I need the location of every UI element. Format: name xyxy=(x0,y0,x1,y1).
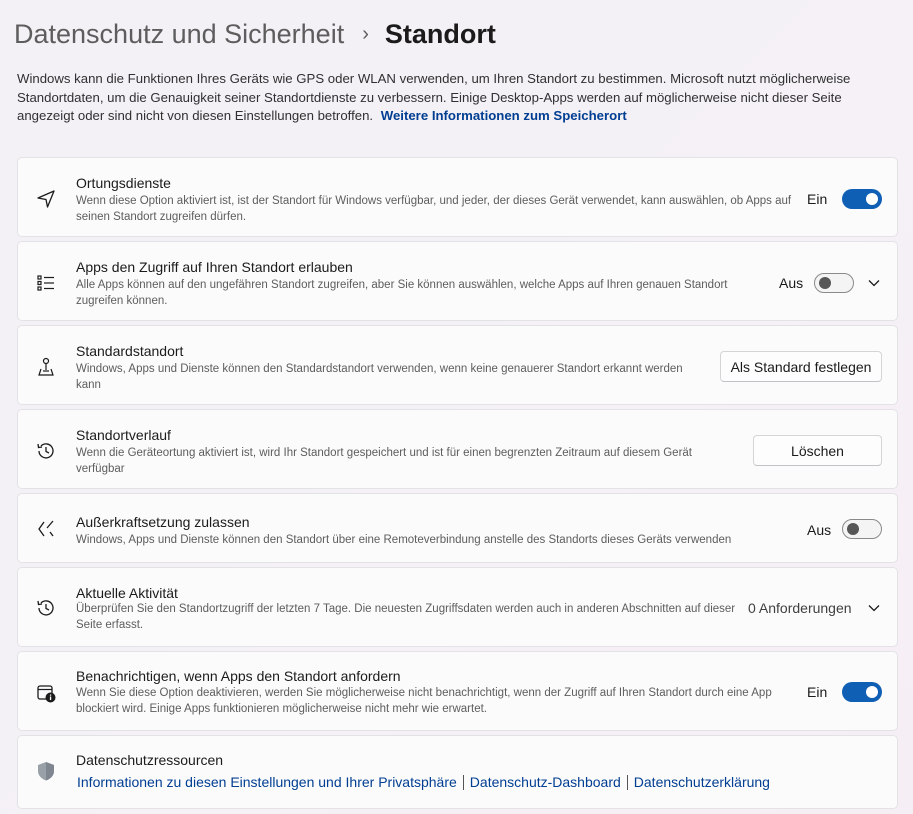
setting-title: Datenschutzressourcen xyxy=(76,752,224,768)
toggle-state-label: Ein xyxy=(807,684,828,700)
breadcrumb xyxy=(14,14,496,54)
toggle-knob xyxy=(866,193,878,205)
learn-more-link[interactable]: Weitere Informationen zum Speicherort xyxy=(380,108,627,123)
toggle-knob xyxy=(866,686,878,698)
privacy-resources-card xyxy=(17,735,898,809)
intro-text xyxy=(17,70,897,126)
setting-title: Standortverlauf xyxy=(76,427,171,443)
toggle-knob xyxy=(819,277,831,289)
chevron-down-icon[interactable] xyxy=(866,600,882,616)
link-divider xyxy=(463,775,464,790)
privacy-statement-link[interactable]: Datenschutzerklärung xyxy=(633,774,770,790)
setting-description: Wenn Sie diese Option deaktivieren, werden Sie möglicherweise nicht benachrichtigt, wenn der Zugriff auf Ihren Standort durch eine App blockiert wird. Einige Apps funktionieren möglicherweise nicht mehr wie erwartet. xyxy=(76,687,772,715)
shield-icon xyxy=(35,760,57,782)
setting-title: Aktuelle Aktivität xyxy=(76,585,178,601)
setting-description: Alle Apps können auf den ungefähren Standort zugreifen, aber Sie können auswählen, welche Apps auf Ihren genauen Standort zugreifen können. xyxy=(76,279,728,307)
privacy-links xyxy=(77,774,770,790)
setting-title: Ortungsdienste xyxy=(76,175,171,191)
location-history-card xyxy=(17,409,898,489)
notify-card xyxy=(17,651,898,731)
setting-title: Apps den Zugriff auf Ihren Standort erlauben xyxy=(76,259,353,275)
link-divider xyxy=(627,775,628,790)
history-icon xyxy=(35,597,57,619)
setting-description: Wenn die Geräteortung aktiviert ist, wird Ihr Standort gespeichert und ist für einen begrenzten Zeitraum auf diesem Gerät verfügbar xyxy=(76,447,692,475)
set-default-button[interactable]: Als Standard festlegen xyxy=(720,351,882,382)
list-icon xyxy=(35,272,57,294)
app-access-card[interactable] xyxy=(17,241,898,321)
chevron-down-icon[interactable] xyxy=(866,275,882,291)
recent-activity-card[interactable] xyxy=(17,567,898,647)
setting-title: Benachrichtigen, wenn Apps den Standort anfordern xyxy=(76,668,401,684)
page-title: Standort xyxy=(384,18,496,49)
notify-toggle[interactable] xyxy=(842,682,882,702)
location-services-toggle[interactable] xyxy=(842,189,882,209)
location-services-card xyxy=(17,157,898,237)
setting-title: Standardstandort xyxy=(76,343,184,359)
setting-description: Überprüfen Sie den Standortzugriff der letzten 7 Tage. Die neuesten Zugriffsdaten werden auch in anderen Abschnitten auf dieser Seite erfasst. xyxy=(76,603,736,631)
map-pin-person-icon xyxy=(35,356,57,378)
breadcrumb-parent[interactable]: Datenschutz und Sicherheit xyxy=(14,18,345,49)
setting-title: Außerkraftsetzung zulassen xyxy=(76,514,250,530)
privacy-info-link[interactable]: Informationen zu diesen Einstellungen und Ihrer Privatsphäre xyxy=(77,774,457,790)
default-location-card xyxy=(17,325,898,405)
chevron-right-icon: › xyxy=(362,22,369,45)
toggle-state-label: Ein xyxy=(807,191,828,207)
setting-description: Wenn diese Option aktiviert ist, ist der Standort für Windows verfügbar, und jeder, der dieses Gerät verwendet, kann auswählen, ob Apps auf seinen Standort zugreifen dürfen. xyxy=(76,195,792,223)
app-access-toggle[interactable] xyxy=(814,273,854,293)
clear-history-button[interactable]: Löschen xyxy=(753,435,882,466)
intro-description: Windows kann die Funktionen Ihres Geräts wie GPS oder WLAN verwenden, um Ihren Standort zu bestimmen. Microsoft nutzt möglicherweise Standortdaten, um die Genauigkeit seiner Standortdienste zu verbessern. Einige Desktop-Apps werden auf möglicherweise nicht dieser Seite angezeigt oder sind nicht von diesen Einstellungen betroffen. xyxy=(17,71,851,123)
toggle-state-label: Aus xyxy=(807,522,832,538)
privacy-dashboard-link[interactable]: Datenschutz-Dashboard xyxy=(469,774,621,790)
toggle-knob xyxy=(847,523,859,535)
toggle-state-label: Aus xyxy=(779,275,804,291)
location-arrow-icon xyxy=(35,188,57,210)
override-toggle[interactable] xyxy=(842,519,882,539)
setting-description: Windows, Apps und Dienste können den Standardstandort verwenden, wenn keine genauerer Standort erkannt werden kann xyxy=(76,363,683,391)
setting-description: Windows, Apps und Dienste können den Standort über eine Remoteverbindung anstelle des Standorts dieses Geräts verwenden xyxy=(76,534,732,546)
remote-override-icon xyxy=(35,518,57,540)
override-card xyxy=(17,493,898,563)
request-count: 0 Anforderungen xyxy=(748,600,852,616)
app-info-icon xyxy=(35,682,57,704)
history-icon xyxy=(35,440,57,462)
